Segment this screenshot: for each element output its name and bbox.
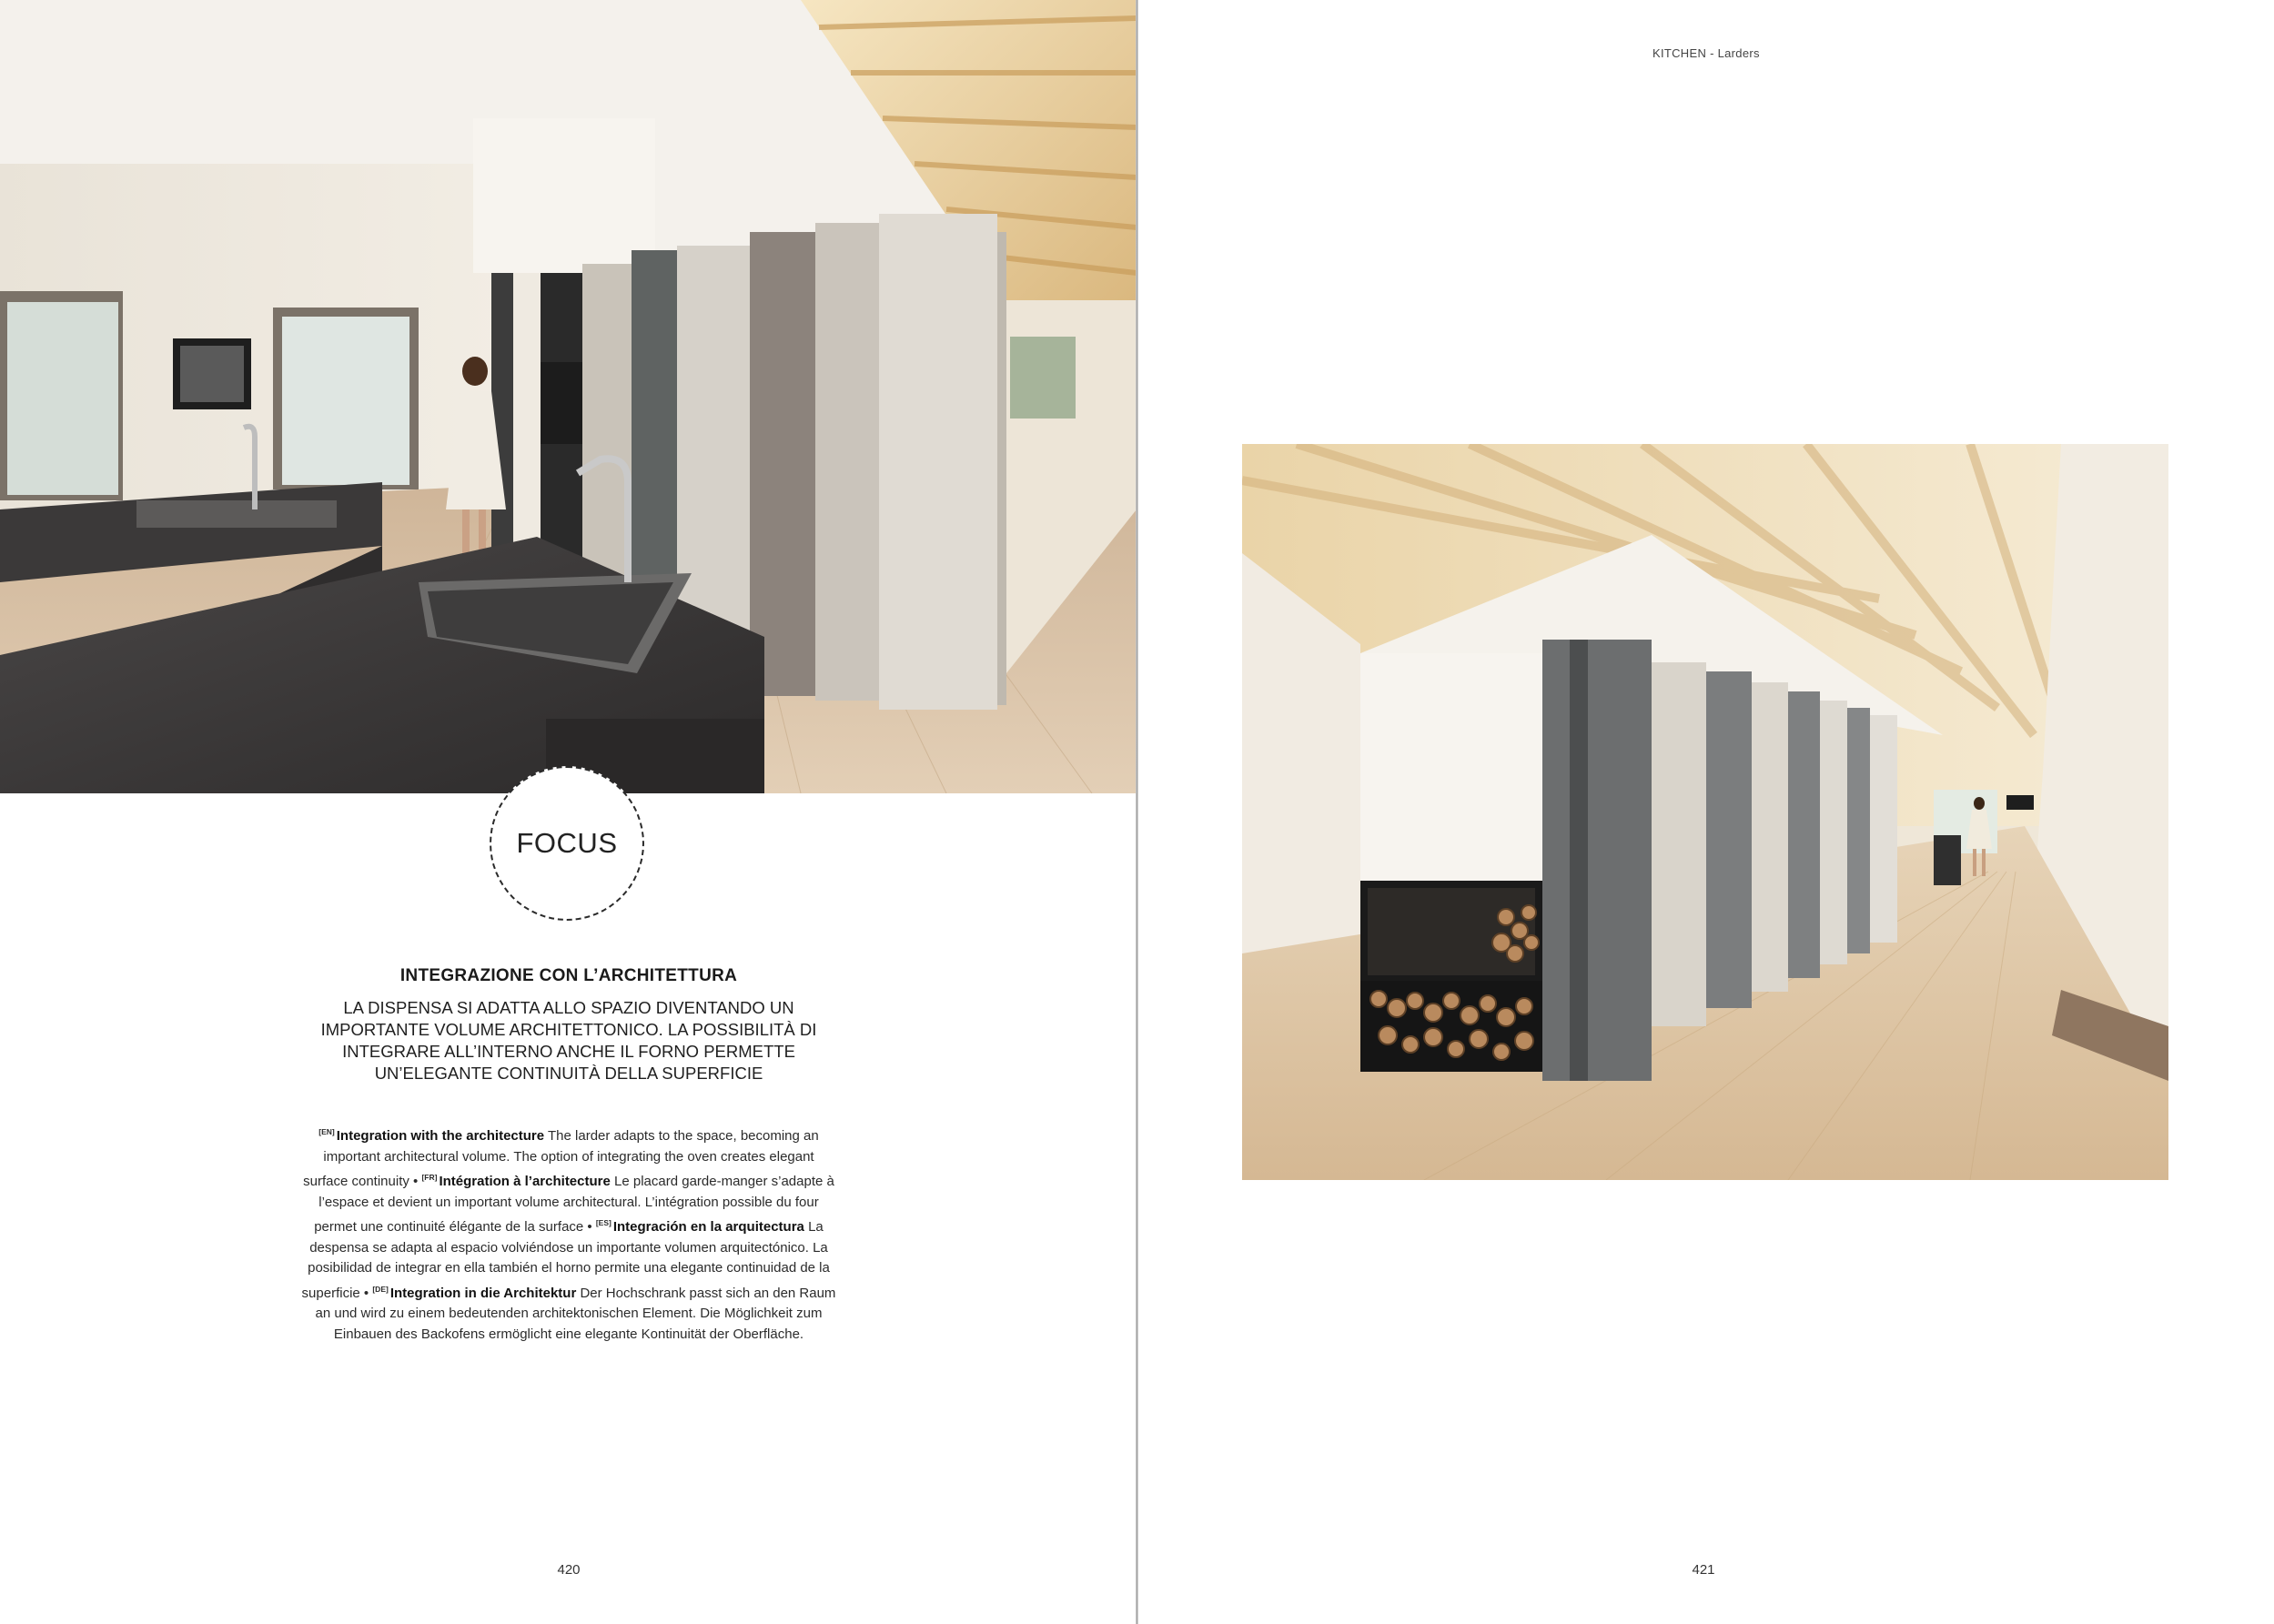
page-number-right: 421: [1692, 1562, 1715, 1578]
text-fr: Le placard garde-manger s’adapte à l’espace et devient un important volume architectural. L’intégration possible du four permet une continuité élégante de la surface •: [314, 1174, 834, 1235]
subhead-line: LA DISPENSA SI ADATTA ALLO SPAZIO DIVENTANDO UN: [343, 998, 794, 1017]
corridor-photo: [1242, 444, 2168, 1180]
lang-tag-fr: [FR]: [421, 1173, 438, 1182]
page-number-left: 420: [557, 1562, 581, 1578]
text-de: Der Hochschrank passt sich an den Raum an und wird zu einem bedeutenden architektonischen Element. Die Möglichkeit zum Einbauen des Backofens ermöglicht eine elegante Kontinuität der Oberfläche.: [315, 1285, 836, 1342]
focus-badge: [490, 766, 644, 921]
lang-tag-es: [ES]: [595, 1218, 611, 1227]
right-page: [1138, 0, 2274, 1624]
subhead-line: IMPORTANTE VOLUME ARCHITETTONICO. LA POSSIBILITÀ DI: [320, 1020, 817, 1039]
lang-tag-de: [DE]: [372, 1284, 389, 1294]
text-en: The larder adapts to the space, becoming an important architectural volume. The option of integrating the oven creates elegant surface continuity •: [303, 1128, 819, 1189]
title-de: Integration in die Architektur: [389, 1285, 577, 1301]
multilingual-body: [300, 1122, 837, 1345]
text-es: La despensa se adapta al espacio volviéndose un importante volumen arquitectónico. La posibilidad de integrar en ella también el horno permite una elegante continuidad de la superficie •: [301, 1219, 830, 1301]
kitchen-photo: [0, 0, 1137, 793]
running-head: KITCHEN - Larders: [1652, 46, 1760, 60]
title-en: Integration with the architecture: [336, 1128, 545, 1144]
subhead-line: INTEGRARE ALL’INTERNO ANCHE IL FORNO PERMETTE: [342, 1042, 795, 1061]
focus-label: FOCUS: [516, 827, 618, 859]
lang-tag-en: [EN]: [318, 1127, 335, 1136]
section-subhead: [314, 997, 824, 1084]
title-es: Integración en la arquitectura: [612, 1219, 804, 1235]
section-headline: INTEGRAZIONE CON L’ARCHITETTURA: [399, 966, 738, 985]
title-fr: Intégration à l’architecture: [439, 1174, 611, 1189]
subhead-line: UN’ELEGANTE CONTINUITÀ DELLA SUPERFICIE: [374, 1064, 763, 1083]
